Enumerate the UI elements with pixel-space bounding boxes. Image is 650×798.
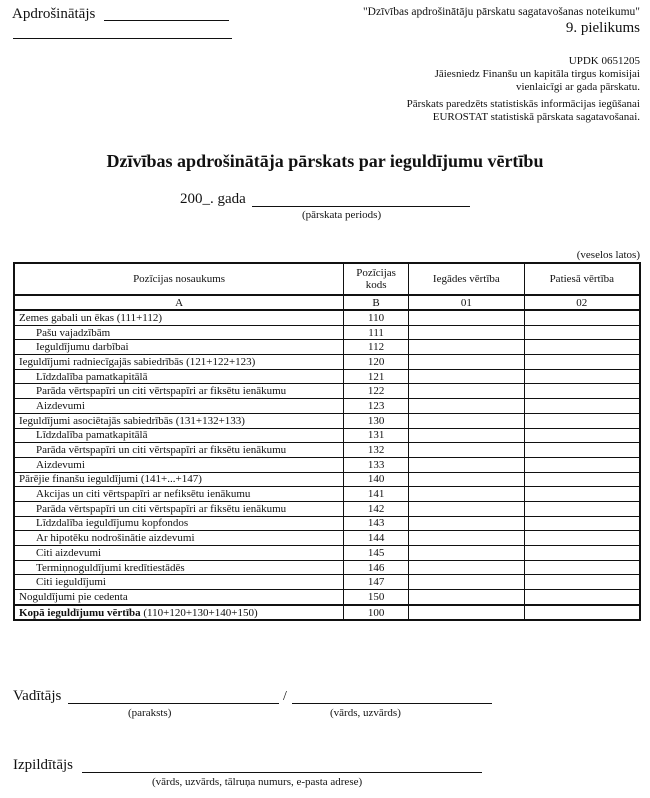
table-row bbox=[14, 516, 640, 531]
fair-value-cell[interactable] bbox=[524, 413, 640, 428]
table-row bbox=[14, 531, 640, 546]
table-row bbox=[14, 472, 640, 487]
executor-line bbox=[82, 772, 482, 773]
table-row bbox=[14, 605, 640, 621]
acquisition-value-cell[interactable] bbox=[409, 384, 524, 399]
position-name-text: Termiņnoguldījumi kredītiestādēs bbox=[36, 561, 185, 574]
acquisition-value-cell[interactable] bbox=[409, 310, 524, 325]
name-caption: (vārds, uzvārds) bbox=[330, 707, 401, 719]
head-signature-line bbox=[68, 703, 279, 704]
acquisition-value-cell[interactable] bbox=[409, 355, 524, 370]
position-name-text: Zemes gabali un ēkas (111+112) bbox=[19, 311, 163, 324]
position-name bbox=[14, 501, 344, 516]
table-row bbox=[14, 457, 640, 472]
table-row bbox=[14, 384, 640, 399]
acquisition-value-cell[interactable] bbox=[409, 325, 524, 340]
head-name-line bbox=[292, 703, 492, 704]
fair-value-cell[interactable] bbox=[524, 428, 640, 443]
column-label-b: B bbox=[344, 295, 409, 310]
acquisition-value-cell[interactable] bbox=[409, 605, 524, 621]
fair-value-cell[interactable] bbox=[524, 369, 640, 384]
position-code: 112 bbox=[344, 340, 409, 355]
position-name bbox=[14, 531, 344, 546]
position-name bbox=[14, 605, 344, 621]
fair-value-cell[interactable] bbox=[524, 560, 640, 575]
position-name-text: Akcijas un citi vērtspapīri ar nefiksētu ienākumu bbox=[36, 488, 251, 501]
unit-note: (veselos latos) bbox=[576, 249, 640, 261]
position-name bbox=[14, 590, 344, 605]
acquisition-value-cell[interactable] bbox=[409, 413, 524, 428]
table-row bbox=[14, 369, 640, 384]
header-acquisition-value: Iegādes vērtība bbox=[409, 263, 524, 295]
position-name-text: Pārējie finanšu ieguldījumi (141+...+147) bbox=[19, 473, 202, 486]
position-code: 131 bbox=[344, 428, 409, 443]
fair-value-cell[interactable] bbox=[524, 310, 640, 325]
position-name bbox=[14, 369, 344, 384]
insurer-label: Apdrošinātājs bbox=[12, 6, 96, 22]
position-name-text: Ieguldījumu darbībai bbox=[36, 341, 129, 354]
position-code: 144 bbox=[344, 531, 409, 546]
submission-note-2: vienlaicīgi ar gada pārskatu. bbox=[515, 81, 640, 93]
fair-value-cell[interactable] bbox=[524, 501, 640, 516]
table-row bbox=[14, 413, 640, 428]
position-name bbox=[14, 310, 344, 325]
position-name-text: Parāda vērtspapīri un citi vērtspapīri ar fiksētu ienākumu bbox=[36, 385, 287, 398]
position-name-text: Aizdevumi bbox=[36, 458, 85, 471]
position-code: 100 bbox=[344, 605, 409, 621]
period-label: 200_. gada bbox=[180, 191, 246, 207]
table-row bbox=[14, 575, 640, 590]
head-label: Vadītājs bbox=[13, 688, 62, 704]
position-name bbox=[14, 560, 344, 575]
table-row bbox=[14, 443, 640, 458]
page-title: Dzīvības apdrošinātāja pārskats par ieguldījumu vērtību bbox=[106, 151, 544, 171]
position-name bbox=[14, 355, 344, 370]
table-row bbox=[14, 310, 640, 325]
column-label-row bbox=[14, 295, 640, 310]
table-row bbox=[14, 560, 640, 575]
acquisition-value-cell[interactable] bbox=[409, 487, 524, 502]
table-row bbox=[14, 340, 640, 355]
table-row bbox=[14, 428, 640, 443]
table-row bbox=[14, 399, 640, 414]
position-name-text: Līdzdalība pamatkapitālā bbox=[36, 429, 148, 442]
acquisition-value-cell[interactable] bbox=[409, 546, 524, 561]
position-code: 143 bbox=[344, 516, 409, 531]
position-code: 140 bbox=[344, 472, 409, 487]
position-name-text: Citi ieguldījumi bbox=[36, 576, 106, 589]
position-code: 121 bbox=[344, 369, 409, 384]
position-name-text: Aizdevumi bbox=[36, 399, 85, 412]
acquisition-value-cell[interactable] bbox=[409, 457, 524, 472]
position-name bbox=[14, 399, 344, 414]
position-code: 110 bbox=[344, 310, 409, 325]
fair-value-cell[interactable] bbox=[524, 325, 640, 340]
acquisition-value-cell[interactable] bbox=[409, 472, 524, 487]
signature-caption: (paraksts) bbox=[128, 707, 172, 719]
table-row bbox=[14, 590, 640, 605]
position-name bbox=[14, 546, 344, 561]
table-row bbox=[14, 546, 640, 561]
fair-value-cell[interactable] bbox=[524, 457, 640, 472]
position-name bbox=[14, 384, 344, 399]
header-position-code: Pozīcijas kods bbox=[344, 263, 409, 295]
submission-note-1: Jāiesniedz Finanšu un kapitāla tirgus komisijai bbox=[434, 68, 640, 80]
acquisition-value-cell[interactable] bbox=[409, 560, 524, 575]
position-name bbox=[14, 516, 344, 531]
position-name bbox=[14, 340, 344, 355]
position-code: 142 bbox=[344, 501, 409, 516]
position-code: 111 bbox=[344, 325, 409, 340]
position-code: 150 bbox=[344, 590, 409, 605]
acquisition-value-cell[interactable] bbox=[409, 369, 524, 384]
separator-slash: / bbox=[283, 689, 287, 704]
period-line bbox=[252, 206, 470, 207]
position-name bbox=[14, 325, 344, 340]
column-label-a: A bbox=[14, 295, 344, 310]
position-code: 145 bbox=[344, 546, 409, 561]
column-label-01: 01 bbox=[409, 295, 524, 310]
acquisition-value-cell[interactable] bbox=[409, 531, 524, 546]
executor-caption: (vārds, uzvārds, tālruņa numurs, e-pasta adrese) bbox=[152, 776, 363, 788]
executor-label: Izpildītājs bbox=[13, 757, 73, 773]
fair-value-cell[interactable] bbox=[524, 472, 640, 487]
fair-value-cell[interactable] bbox=[524, 516, 640, 531]
acquisition-value-cell[interactable] bbox=[409, 501, 524, 516]
position-code: 146 bbox=[344, 560, 409, 575]
position-code: 122 bbox=[344, 384, 409, 399]
acquisition-value-cell[interactable] bbox=[409, 428, 524, 443]
fair-value-cell[interactable] bbox=[524, 443, 640, 458]
position-name-text: Līdzdalība pamatkapitālā bbox=[36, 370, 148, 383]
position-code: 130 bbox=[344, 413, 409, 428]
insurer-name-line-2 bbox=[13, 38, 232, 39]
acquisition-value-cell[interactable] bbox=[409, 516, 524, 531]
table-row bbox=[14, 487, 640, 502]
fair-value-cell[interactable] bbox=[524, 384, 640, 399]
position-name-text: Līdzdalība ieguldījumu kopfondos bbox=[36, 517, 189, 530]
form-code: UPDK 0651205 bbox=[568, 55, 640, 67]
header-fair-value: Patiesā vērtība bbox=[524, 263, 640, 295]
fair-value-cell[interactable] bbox=[524, 590, 640, 605]
position-name-text: Parāda vērtspapīri un citi vērtspapīri ar fiksētu ienākumu bbox=[36, 444, 287, 457]
position-name bbox=[14, 487, 344, 502]
fair-value-cell[interactable] bbox=[524, 575, 640, 590]
position-name-text: Kopā ieguldījumu vērtība bbox=[19, 606, 141, 619]
fair-value-cell[interactable] bbox=[524, 355, 640, 370]
position-name bbox=[14, 413, 344, 428]
acquisition-value-cell[interactable] bbox=[409, 399, 524, 414]
insurer-name-line bbox=[104, 20, 229, 21]
purpose-note-2: EUROSTAT statistiskā pārskata sagatavošanai. bbox=[432, 111, 640, 123]
table-row bbox=[14, 325, 640, 340]
position-code: 132 bbox=[344, 443, 409, 458]
position-name-text: Ieguldījumi radniecīgajās sabiedrībās (121+122+123) bbox=[19, 355, 256, 368]
fair-value-cell[interactable] bbox=[524, 399, 640, 414]
fair-value-cell[interactable] bbox=[524, 605, 640, 621]
position-code: 120 bbox=[344, 355, 409, 370]
header-position-name: Pozīcijas nosaukums bbox=[14, 263, 344, 295]
acquisition-value-cell[interactable] bbox=[409, 340, 524, 355]
column-label-02: 02 bbox=[524, 295, 640, 310]
position-name bbox=[14, 443, 344, 458]
position-name-text: Noguldījumi pie cedenta bbox=[19, 590, 128, 603]
acquisition-value-cell[interactable] bbox=[409, 575, 524, 590]
position-formula: (110+120+130+140+150) bbox=[140, 606, 258, 619]
position-code: 123 bbox=[344, 399, 409, 414]
position-name-text: Parāda vērtspapīri un citi vērtspapīri ar fiksētu ienākumu bbox=[36, 502, 287, 515]
fair-value-cell[interactable] bbox=[524, 546, 640, 561]
position-name-text: Ieguldījumi asociētajās sabiedrībās (131+132+133) bbox=[19, 414, 245, 427]
position-name-text: Pašu vajadzībām bbox=[36, 326, 111, 339]
position-name-text: Citi aizdevumi bbox=[36, 546, 102, 559]
investment-table bbox=[13, 262, 641, 621]
purpose-note-1: Pārskats paredzēts statistiskās informācijas iegūšanai bbox=[406, 98, 640, 110]
fair-value-cell[interactable] bbox=[524, 531, 640, 546]
acquisition-value-cell[interactable] bbox=[409, 590, 524, 605]
fair-value-cell[interactable] bbox=[524, 487, 640, 502]
position-name bbox=[14, 575, 344, 590]
table-header-row bbox=[14, 263, 640, 295]
table-row bbox=[14, 355, 640, 370]
position-name-text: Ar hipotēku nodrošinātie aizdevumi bbox=[36, 532, 195, 545]
position-code: 141 bbox=[344, 487, 409, 502]
position-name bbox=[14, 428, 344, 443]
fair-value-cell[interactable] bbox=[524, 340, 640, 355]
regulation-name: "Dzīvības apdrošinātāju pārskatu sagatavošanas noteikumu" bbox=[362, 6, 640, 18]
appendix-number: 9. pielikums bbox=[565, 20, 640, 36]
position-code: 147 bbox=[344, 575, 409, 590]
position-code: 133 bbox=[344, 457, 409, 472]
acquisition-value-cell[interactable] bbox=[409, 443, 524, 458]
table-row bbox=[14, 501, 640, 516]
position-name bbox=[14, 457, 344, 472]
period-caption: (pārskata periods) bbox=[302, 209, 382, 221]
position-name bbox=[14, 472, 344, 487]
